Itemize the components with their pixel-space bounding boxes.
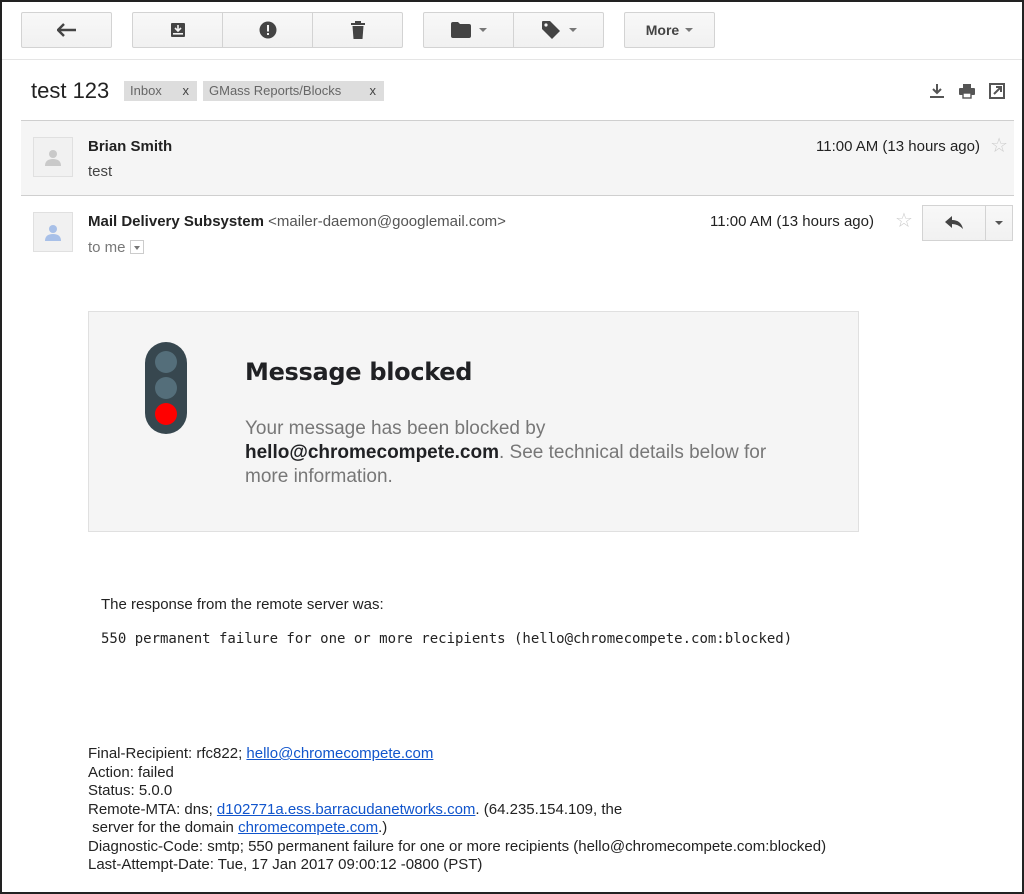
star-icon[interactable]: ☆ (990, 135, 1008, 157)
move-to-button[interactable] (423, 12, 514, 48)
traffic-light-red (155, 403, 177, 425)
report-spam-button[interactable] (222, 12, 313, 48)
sender-line (88, 213, 506, 230)
reply-button[interactable] (922, 205, 986, 241)
chevron-down-icon (995, 221, 1003, 225)
star-icon[interactable]: ☆ (895, 210, 913, 232)
action-line: Action: failed (88, 763, 174, 781)
label-chip-inbox (124, 81, 197, 101)
labels-button[interactable] (513, 12, 604, 48)
person-icon (44, 148, 62, 166)
final-recipient-line (88, 745, 826, 764)
diagnostic-line: Diagnostic-Code: smtp; 550 permanent failure for one or more recipients (hello@chromecompete.com:blocked) (88, 837, 827, 855)
recipient-text: to me (88, 239, 126, 256)
chevron-down-icon (569, 28, 577, 32)
trash-icon (351, 21, 365, 39)
back-arrow-icon (57, 23, 77, 37)
traffic-light-icon (145, 342, 187, 434)
card-title: Message blocked (245, 358, 473, 386)
server-domain-suffix: .) (378, 819, 388, 836)
server-domain-link[interactable]: chromecompete.com (238, 819, 379, 836)
download-icon[interactable] (929, 83, 945, 99)
final-recipient-label: Final-Recipient: rfc822; (88, 745, 247, 762)
message-time: 11:00 AM (13 hours ago) (710, 213, 874, 230)
remote-mta-link[interactable]: d102771a.ess.barracudanetworks.com (216, 800, 476, 818)
delete-button[interactable] (312, 12, 403, 48)
final-recipient-link[interactable]: hello@chromecompete.com (246, 745, 434, 762)
show-details-dropdown[interactable] (130, 240, 144, 254)
card-body-suffix: . See technical details below for more information. (245, 442, 767, 487)
traffic-light-off (155, 351, 177, 373)
reply-icon (945, 216, 963, 230)
folder-icon (451, 22, 471, 38)
back-button[interactable] (21, 12, 112, 48)
thread-subject: test 123 (31, 78, 110, 103)
remote-mta-suffix: . (64.235.154.109, the (475, 800, 623, 818)
server-domain-label: server for the domain (88, 819, 239, 836)
report-spam-icon (259, 21, 277, 39)
person-icon (44, 223, 62, 241)
avatar (33, 137, 73, 177)
chevron-down-icon (479, 28, 487, 32)
response-intro: The response from the remote server was: (101, 596, 384, 613)
response-code: 550 permanent failure for one or more recipients (hello@chromecompete.com:blocked) (101, 631, 793, 647)
server-domain-line (88, 819, 826, 838)
label-tag-icon (541, 20, 561, 40)
message-blocked-card (88, 311, 859, 532)
remote-mta-line (88, 801, 826, 820)
sender-email: <mailer-daemon@googlemail.com> (268, 213, 506, 230)
technical-details (88, 745, 826, 875)
message-time: 11:00 AM (13 hours ago) (816, 138, 980, 155)
message-snippet: test (88, 163, 113, 180)
more-button[interactable] (624, 12, 715, 48)
label-chip-name: GMass Reports/Blocks (209, 83, 342, 98)
message-collapsed[interactable] (21, 120, 1014, 196)
blocked-address: hello@chromecompete.com (245, 442, 499, 463)
avatar (33, 212, 73, 252)
toolbar (2, 2, 1022, 60)
sender-name: Brian Smith (88, 138, 173, 155)
print-icon[interactable] (959, 83, 975, 99)
label-chip-name: Inbox (130, 83, 162, 98)
status-line: Status: 5.0.0 (88, 782, 173, 799)
chevron-down-icon (685, 28, 693, 32)
archive-button[interactable] (132, 12, 223, 48)
last-attempt-line: Last-Attempt-Date: Tue, 17 Jan 2017 09:00:12 -0800 (PST) (88, 856, 483, 873)
recipient-line (88, 239, 144, 256)
card-body-prefix: Your message has been blocked by (245, 418, 546, 439)
sender-name: Mail Delivery Subsystem (88, 213, 264, 230)
remove-label-button[interactable]: x (369, 83, 376, 98)
remove-label-button[interactable]: x (182, 83, 189, 98)
new-window-icon[interactable] (989, 83, 1005, 99)
traffic-light-off (155, 377, 177, 399)
card-body (245, 417, 805, 489)
archive-icon (170, 22, 186, 38)
remote-mta-label: Remote-MTA: dns; (88, 800, 217, 818)
label-chip-gmass (203, 81, 384, 101)
reply-more-dropdown[interactable] (985, 205, 1013, 241)
more-button-label: More (645, 22, 680, 38)
